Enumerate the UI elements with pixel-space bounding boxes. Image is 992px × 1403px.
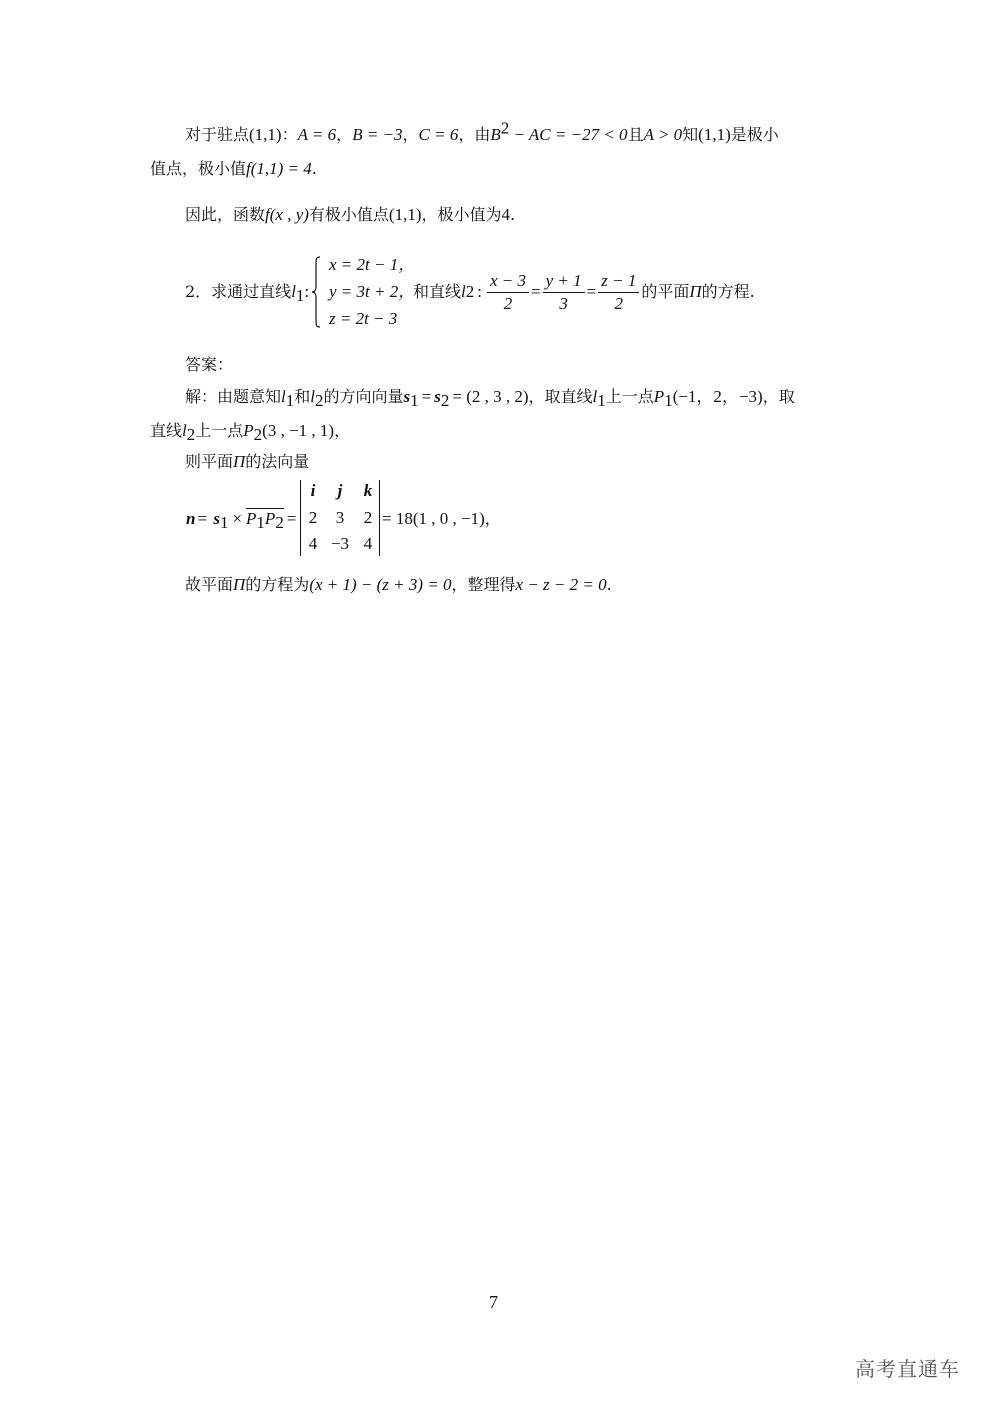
answer-sol-a: 解：由题意知 (185, 387, 282, 406)
normal-eq: = (197, 509, 212, 528)
fraction-x (487, 271, 529, 314)
para1-tail: 是极小 (730, 125, 779, 144)
problem2-and-line: 和直线 (413, 282, 462, 301)
normal-n: n (186, 509, 196, 528)
problem2-l1-sub: 1 (295, 286, 305, 306)
para1-a-pos: A > 0 (643, 125, 683, 144)
det-cell-r3c3: 4 (363, 534, 373, 553)
system-row-x: x = 2t − 1， (329, 255, 416, 274)
final-b: 的方程为 (245, 575, 310, 594)
system-row-y: y = 3t + 2， (329, 282, 416, 301)
answer-l1-sub: 1 (285, 391, 295, 411)
para1-colon: ： (281, 125, 298, 144)
answer-dir: 的方向向量 (323, 387, 404, 406)
para1-c-eq: C = 6 (418, 125, 459, 144)
para1-disc-rest: − AC = −27 < 0 (509, 125, 628, 144)
para2-mid: 有极小值点 (308, 205, 389, 224)
final-c: ，整理得 (451, 575, 516, 594)
fraction-x-num: x − 3 (487, 271, 529, 293)
para1-line2-text: 值点，极小值 (150, 159, 247, 178)
para1-b-eq: B = −3 (352, 125, 403, 144)
cross-times: × (232, 509, 243, 528)
para1-period: . (311, 159, 317, 178)
det-cell-k: k (363, 481, 373, 500)
para2-tail: ，极小值为 (421, 205, 502, 224)
para1-point: (1,1) (249, 125, 282, 144)
det-cell-r2c2: 3 (335, 508, 345, 527)
det-cell-r2c3: 2 (363, 508, 373, 527)
problem2-eq2: = (586, 282, 597, 301)
answer-normal-intro (185, 451, 309, 473)
cross-s1: s (213, 509, 220, 528)
para1-line2 (150, 158, 317, 180)
det-cell-r2c1: 2 (308, 508, 318, 527)
problem2-eq1: = (531, 282, 541, 301)
final-a: 故平面 (185, 575, 234, 594)
problem2-l2: l (461, 282, 466, 301)
para1-know: 知 (682, 125, 699, 144)
left-brace-icon (311, 256, 321, 328)
answer-pt-on2: 上一点 (195, 421, 244, 440)
normal-intro-pi: Π (233, 452, 246, 471)
final-period: . (606, 575, 612, 594)
answer-pt-on: 上一点 (605, 387, 654, 406)
para2-line (185, 204, 515, 226)
cross-result-tail: ， (484, 509, 501, 528)
para2-point: (1,1) (388, 205, 422, 224)
final-eq2: x − z − 2 = 0 (515, 575, 607, 594)
answer-s2: s (434, 387, 441, 406)
answer-p1: P (653, 387, 665, 406)
answer-take2: ，取 (762, 387, 795, 406)
page-number: 7 (489, 1292, 498, 1312)
para1-comma3: ，由 (458, 125, 491, 144)
answer-s2-sub: 2 (440, 391, 450, 411)
para2-value: 4 (501, 205, 511, 224)
normal-intro-tail: 的法向量 (245, 452, 310, 471)
answer-p2-coord: (3 , −1 , 1) (262, 421, 335, 440)
problem2-tail-a: 的平面 (641, 282, 690, 301)
normal-intro-a: 则平面 (185, 452, 234, 471)
det-cell-i: i (310, 481, 316, 500)
vector-p2-sub: 2 (275, 513, 284, 533)
fraction-z (598, 271, 639, 314)
para1-f-value: f(1,1) = 4 (246, 159, 312, 178)
answer-take: ，取直线 (528, 387, 593, 406)
det-cell-j: j (337, 481, 343, 500)
problem2-colon2: : (477, 282, 482, 301)
problem2-l2-sub: 2 (465, 282, 475, 301)
para2-lead: 因此，函数 (185, 205, 266, 224)
para1-lead: 对于驻点 (185, 125, 250, 144)
final-eq: (x + 1) − (z + 3) = 0 (309, 575, 452, 594)
answer-vec: = (2 , 3 , 2) (452, 387, 529, 406)
final-line (185, 574, 612, 596)
problem2-rest (413, 270, 755, 314)
answer-l1b: l (592, 387, 598, 406)
determinant (300, 480, 380, 556)
system-row-z: z = 2t − 3 (329, 309, 398, 328)
para1-comma2: ， (402, 125, 419, 144)
answer-line2 (150, 420, 351, 445)
para1-comma1: ， (336, 125, 353, 144)
cross-product-lhs (186, 504, 296, 534)
fraction-z-num: z − 1 (598, 271, 639, 293)
problem2-l1: l (291, 282, 296, 301)
problem2-colon: : (304, 282, 310, 301)
answer-eq-s: = (421, 387, 432, 406)
cross-result: = 18(1 , 0 , −1) (382, 509, 485, 528)
para1-disc-sup: 2 (500, 118, 510, 138)
fraction-y-den: 3 (559, 293, 568, 313)
cross-s1-sub: 1 (219, 513, 229, 533)
para2-fxy: f(x , y) (265, 205, 309, 224)
fraction-y-num: y + 1 (543, 271, 585, 293)
answer-label: 答案： (185, 355, 234, 374)
det-cell-r3c2: −3 (330, 534, 350, 553)
problem2-number: 2．求通过直线 (185, 282, 292, 301)
para1-point2: (1,1) (698, 125, 731, 144)
answer-line2-a: 直线 (150, 421, 183, 440)
final-pi: Π (233, 575, 246, 594)
answer-l2: l (310, 387, 315, 406)
fraction-x-den: 2 (503, 293, 513, 313)
answer-s1: s (403, 387, 411, 406)
answer-p2-sub: 2 (253, 425, 263, 445)
answer-l1: l (281, 387, 286, 406)
problem2-pi: Π (689, 282, 702, 301)
fraction-y (543, 271, 585, 314)
answer-l2-sub: 2 (315, 391, 324, 411)
answer-p1-coord: (−1，2，−3) (672, 387, 763, 406)
watermark: 高考直通车 (855, 1357, 960, 1381)
answer-l2b-sub: 2 (186, 425, 196, 445)
answer-p2: P (243, 421, 254, 440)
para1-a-eq: A = 6 (297, 125, 337, 144)
det-cell-r3c1: 4 (308, 534, 318, 553)
para1-and: 且 (627, 125, 644, 144)
det-eq: = (286, 509, 297, 528)
vector-p1: P (246, 509, 257, 528)
answer-line1 (185, 386, 795, 411)
fraction-z-den: 2 (614, 293, 624, 313)
answer-and: 和 (294, 387, 311, 406)
para1-line1 (185, 118, 779, 146)
answer-l1b-sub: 1 (597, 391, 606, 411)
answer-l2b: l (182, 421, 187, 440)
vector-p1p2 (246, 508, 284, 533)
cross-product-result (382, 508, 501, 530)
answer-p1-sub: 1 (664, 391, 673, 411)
para1-disc-b: B (490, 125, 501, 144)
para2-period: . (510, 205, 516, 224)
answer-line2-tail: ， (334, 421, 351, 440)
vector-p2: P (264, 509, 276, 528)
problem2-lead (185, 281, 310, 306)
vector-p1-sub: 1 (256, 513, 265, 533)
answer-s1-sub: 1 (410, 391, 419, 411)
problem2-tail-b: 的方程. (701, 282, 755, 301)
